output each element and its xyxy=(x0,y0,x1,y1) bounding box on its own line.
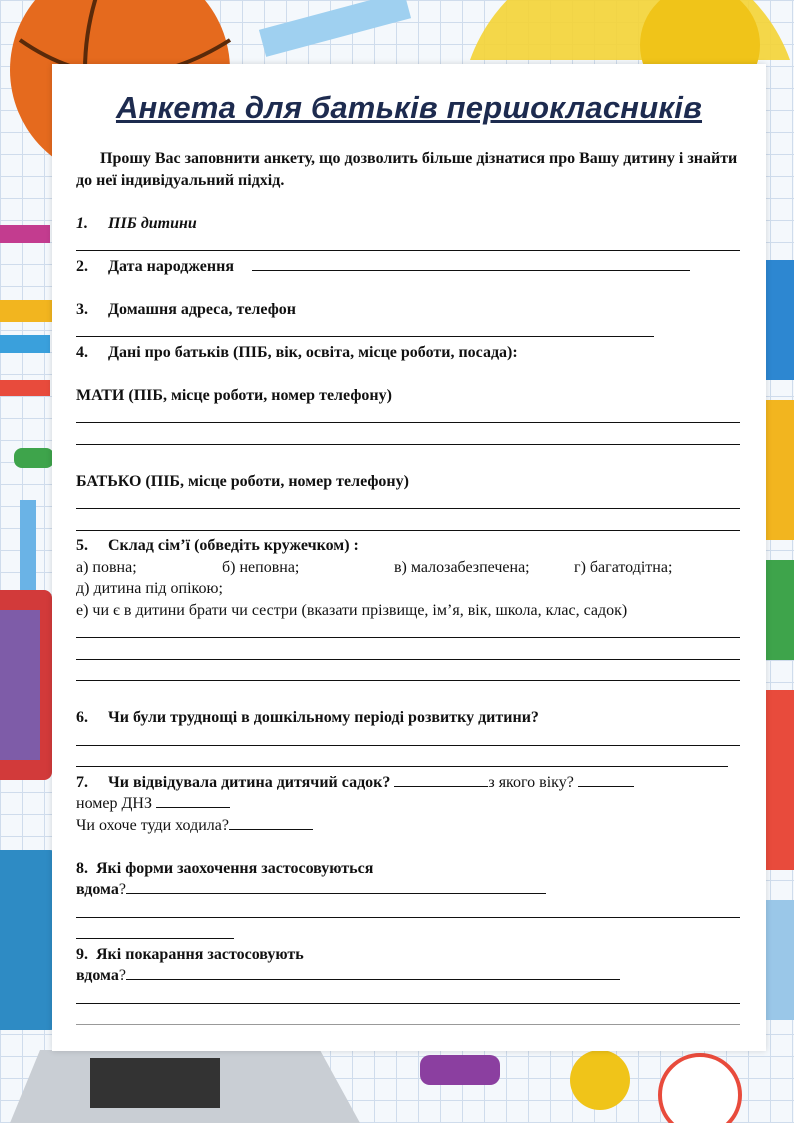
question-5-number: 5. xyxy=(76,537,88,554)
question-9-qmark: ? xyxy=(118,967,126,984)
kindergarten-answer-line[interactable] xyxy=(394,772,488,787)
mother-label: МАТИ (ПІБ, місце роботи, номер телефону) xyxy=(76,386,392,404)
questionnaire-sheet xyxy=(52,64,766,1051)
question-9-number: 9. xyxy=(76,945,88,963)
page-title: Анкета для батьків першокласників xyxy=(115,90,703,125)
father-answer-line-1[interactable] xyxy=(76,492,740,514)
dnz-label: номер ДНЗ xyxy=(76,795,152,812)
question-6-label: Чи були труднощі в дошкільному періоді розвитку дитини? xyxy=(108,709,539,726)
question-3 xyxy=(76,299,740,321)
question-8 xyxy=(76,858,740,880)
option-c[interactable]: в) малозабезпечена; xyxy=(394,558,530,576)
intro-paragraph: Прошу Вас заповнити анкету, що дозволить більше дізнатися про Вашу дитину і знайти до неї індивідуальний підхід. xyxy=(76,150,738,189)
pencil-icon xyxy=(0,225,50,243)
answer-6-line-1[interactable] xyxy=(76,729,740,751)
answer-9-line-2[interactable] xyxy=(76,1008,740,1030)
liked-label: Чи охоче туди ходила? xyxy=(76,816,229,834)
family-options-row xyxy=(76,557,740,579)
question-4-number: 4. xyxy=(76,343,88,361)
question-9-cont xyxy=(76,965,740,987)
question-9-label: Які покарання застосовують xyxy=(96,945,304,963)
answer-8-line-inline[interactable] xyxy=(126,879,546,894)
question-9 xyxy=(76,944,740,966)
question-7 xyxy=(76,772,740,794)
answer-2-line[interactable] xyxy=(252,256,690,271)
question-7-number: 7. xyxy=(76,773,88,791)
question-2-label: Дата народження xyxy=(108,257,234,275)
question-2 xyxy=(76,256,740,278)
notebook-icon xyxy=(766,260,794,380)
answer-8-line-1[interactable] xyxy=(76,901,740,923)
question-3-label: Домашня адреса, телефон xyxy=(108,300,296,318)
question-1 xyxy=(76,213,740,235)
question-8-cont xyxy=(76,879,740,901)
option-d[interactable]: д) дитина під опікою; xyxy=(76,580,223,597)
answer-8-line-2[interactable] xyxy=(76,922,740,944)
age-answer-line[interactable] xyxy=(578,772,634,787)
question-4 xyxy=(76,342,740,364)
answer-9-line-1[interactable] xyxy=(76,987,740,1009)
question-8-number: 8. xyxy=(76,859,88,877)
tablet-icon xyxy=(0,850,60,1030)
siblings-answer-line-3[interactable] xyxy=(76,664,740,686)
option-a[interactable]: а) повна; xyxy=(76,558,137,576)
option-g[interactable]: г) багатодітна; xyxy=(574,558,673,576)
question-1-number: 1. xyxy=(76,214,88,232)
answer-6-line-2[interactable] xyxy=(76,750,740,772)
dnz-row xyxy=(76,793,740,815)
mother-answer-line-2[interactable] xyxy=(76,428,740,450)
liked-row xyxy=(76,815,740,837)
option-e: е) чи є в дитини брати чи сестри (вказати прізвище, ім’я, вік, школа, клас, садок) xyxy=(76,601,628,619)
siblings-answer-line-1[interactable] xyxy=(76,621,740,643)
siblings-answer-line-2[interactable] xyxy=(76,643,740,665)
father-label: БАТЬКО (ПІБ, місце роботи, номер телефону) xyxy=(76,472,409,490)
question-6 xyxy=(76,707,740,729)
question-7-age-label: з якого віку? xyxy=(488,773,574,791)
question-5-label: Склад сім’ї (обведіть кружечком) : xyxy=(108,537,359,554)
liked-answer-line[interactable] xyxy=(229,815,313,830)
question-9-word: вдома xyxy=(76,967,119,984)
ruler-icon xyxy=(259,0,411,57)
option-b[interactable]: б) неповна; xyxy=(222,558,300,576)
question-4-label: Дані про батьків (ПІБ, вік, освіта, місце роботи, посада): xyxy=(108,343,518,361)
question-5 xyxy=(76,535,740,557)
mother-answer-line-1[interactable] xyxy=(76,406,740,428)
question-8-label: Які форми заохочення застосовуються xyxy=(96,859,374,877)
father-answer-line-2[interactable] xyxy=(76,514,740,536)
question-8-word: вдома xyxy=(76,881,119,898)
question-2-number: 2. xyxy=(76,257,88,275)
question-7-label: Чи відвідувала дитина дитячий садок? xyxy=(108,773,391,791)
dnz-answer-line[interactable] xyxy=(156,793,230,808)
question-1-label: ПІБ дитини xyxy=(108,214,197,232)
question-3-number: 3. xyxy=(76,300,88,318)
answer-1-line[interactable] xyxy=(76,234,740,256)
answer-3-line[interactable] xyxy=(76,320,740,342)
question-8-qmark: ? xyxy=(118,881,126,898)
answer-9-line-inline[interactable] xyxy=(126,965,620,980)
question-6-number: 6. xyxy=(76,709,88,726)
questionnaire-body xyxy=(76,148,740,1030)
